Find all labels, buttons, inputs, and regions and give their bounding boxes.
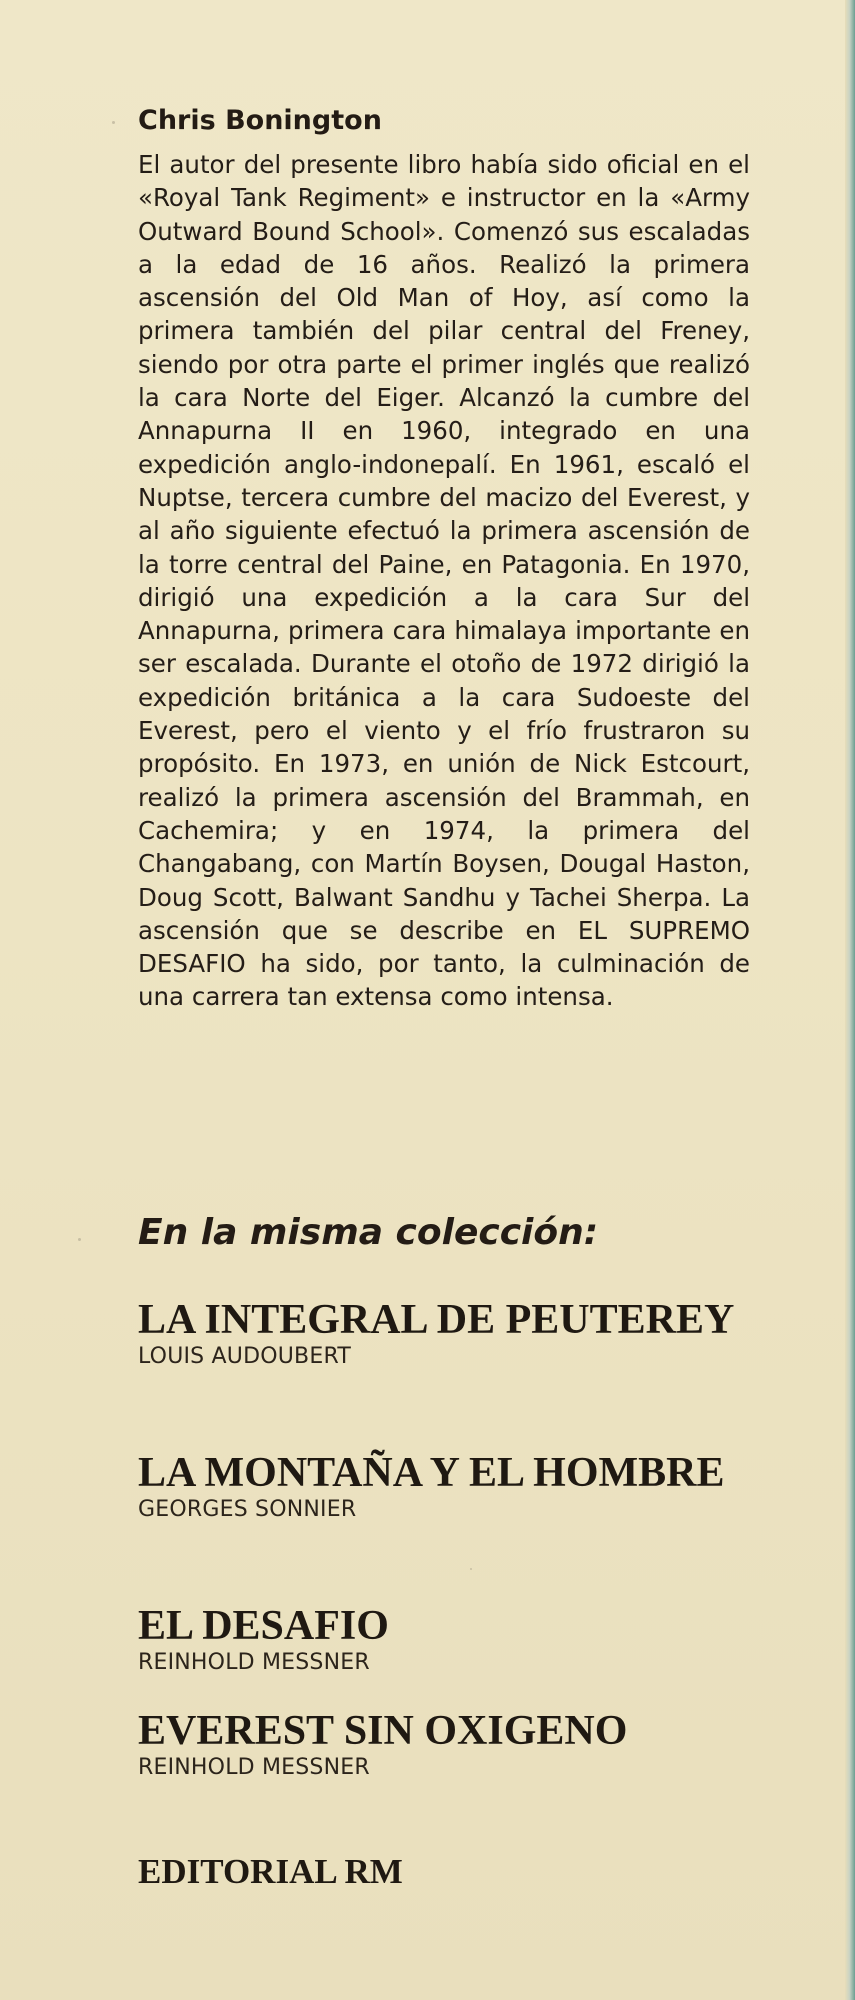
book-author: GEORGES SONNIER	[138, 1497, 357, 1522]
paper-speck	[112, 121, 115, 124]
author-name: Chris Bonington	[138, 105, 382, 136]
author-bio-section	[138, 104, 750, 1014]
book-title: LA MONTAÑA Y EL HOMBRE	[138, 1450, 725, 1496]
book-title: EL DESAFIO	[138, 1603, 389, 1649]
collection-book-item	[138, 1298, 778, 1372]
paper-speck	[78, 1238, 81, 1241]
book-author: LOUIS AUDOUBERT	[138, 1344, 351, 1369]
same-collection-section	[138, 1208, 778, 1780]
author-bio: El autor del presente libro había sido oficial en el «Royal Tank Regiment» e instructor en la «Army Outward Bound School». Comenzó sus escaladas a la edad de 16 años. Realizó la primera ascensión del Old Man of Hoy, así como la primera también del pilar central del Freney, siendo por otra parte el primer inglés que realizó la cara Norte del Eiger. Alcanzó la cumbre del Annapurna II en 1960, integrado en una expedición anglo-indonepalí. En 1961, escaló el Nuptse, tercera cumbre del macizo del Everest, y al año siguiente efectuó la primera ascensión de la torre central del Paine, en Patagonia. En 1970, dirigió una expedición a la cara Sur del Annapurna, primera cara himalaya importante en ser escalada. Durante el otoño de 1972 dirigió la expedición británica a la cara Sudoeste del Everest, pero el viento y el frío frustraron su propósito. En 1973, en unión de Nick Estcourt, realizó la primera ascensión del Brammah, en Cachemira; y en 1974, la primera del Changabang, con Martín Boysen, Dougal Haston, Doug Scott, Balwant Sandhu y Tachei Sherpa. La ascensión que se describe en EL SUPREMO DESAFIO ha sido, por tanto, la culminación de una carrera tan extensa como intensa.	[138, 150, 750, 1012]
paper-speck	[470, 1568, 472, 1570]
book-title: EVEREST SIN OXIGENO	[138, 1708, 628, 1754]
publisher-name: EDITORIAL RM	[138, 1852, 403, 1891]
collection-book-item	[138, 1709, 778, 1783]
book-title: LA INTEGRAL DE PEUTEREY	[138, 1297, 735, 1343]
collection-heading: En la misma colección:	[138, 1212, 599, 1253]
book-author: REINHOLD MESSNER	[138, 1650, 370, 1675]
collection-book-item	[138, 1604, 778, 1678]
page-edge	[845, 0, 855, 2000]
collection-book-item	[138, 1451, 778, 1525]
book-author: REINHOLD MESSNER	[138, 1755, 370, 1780]
